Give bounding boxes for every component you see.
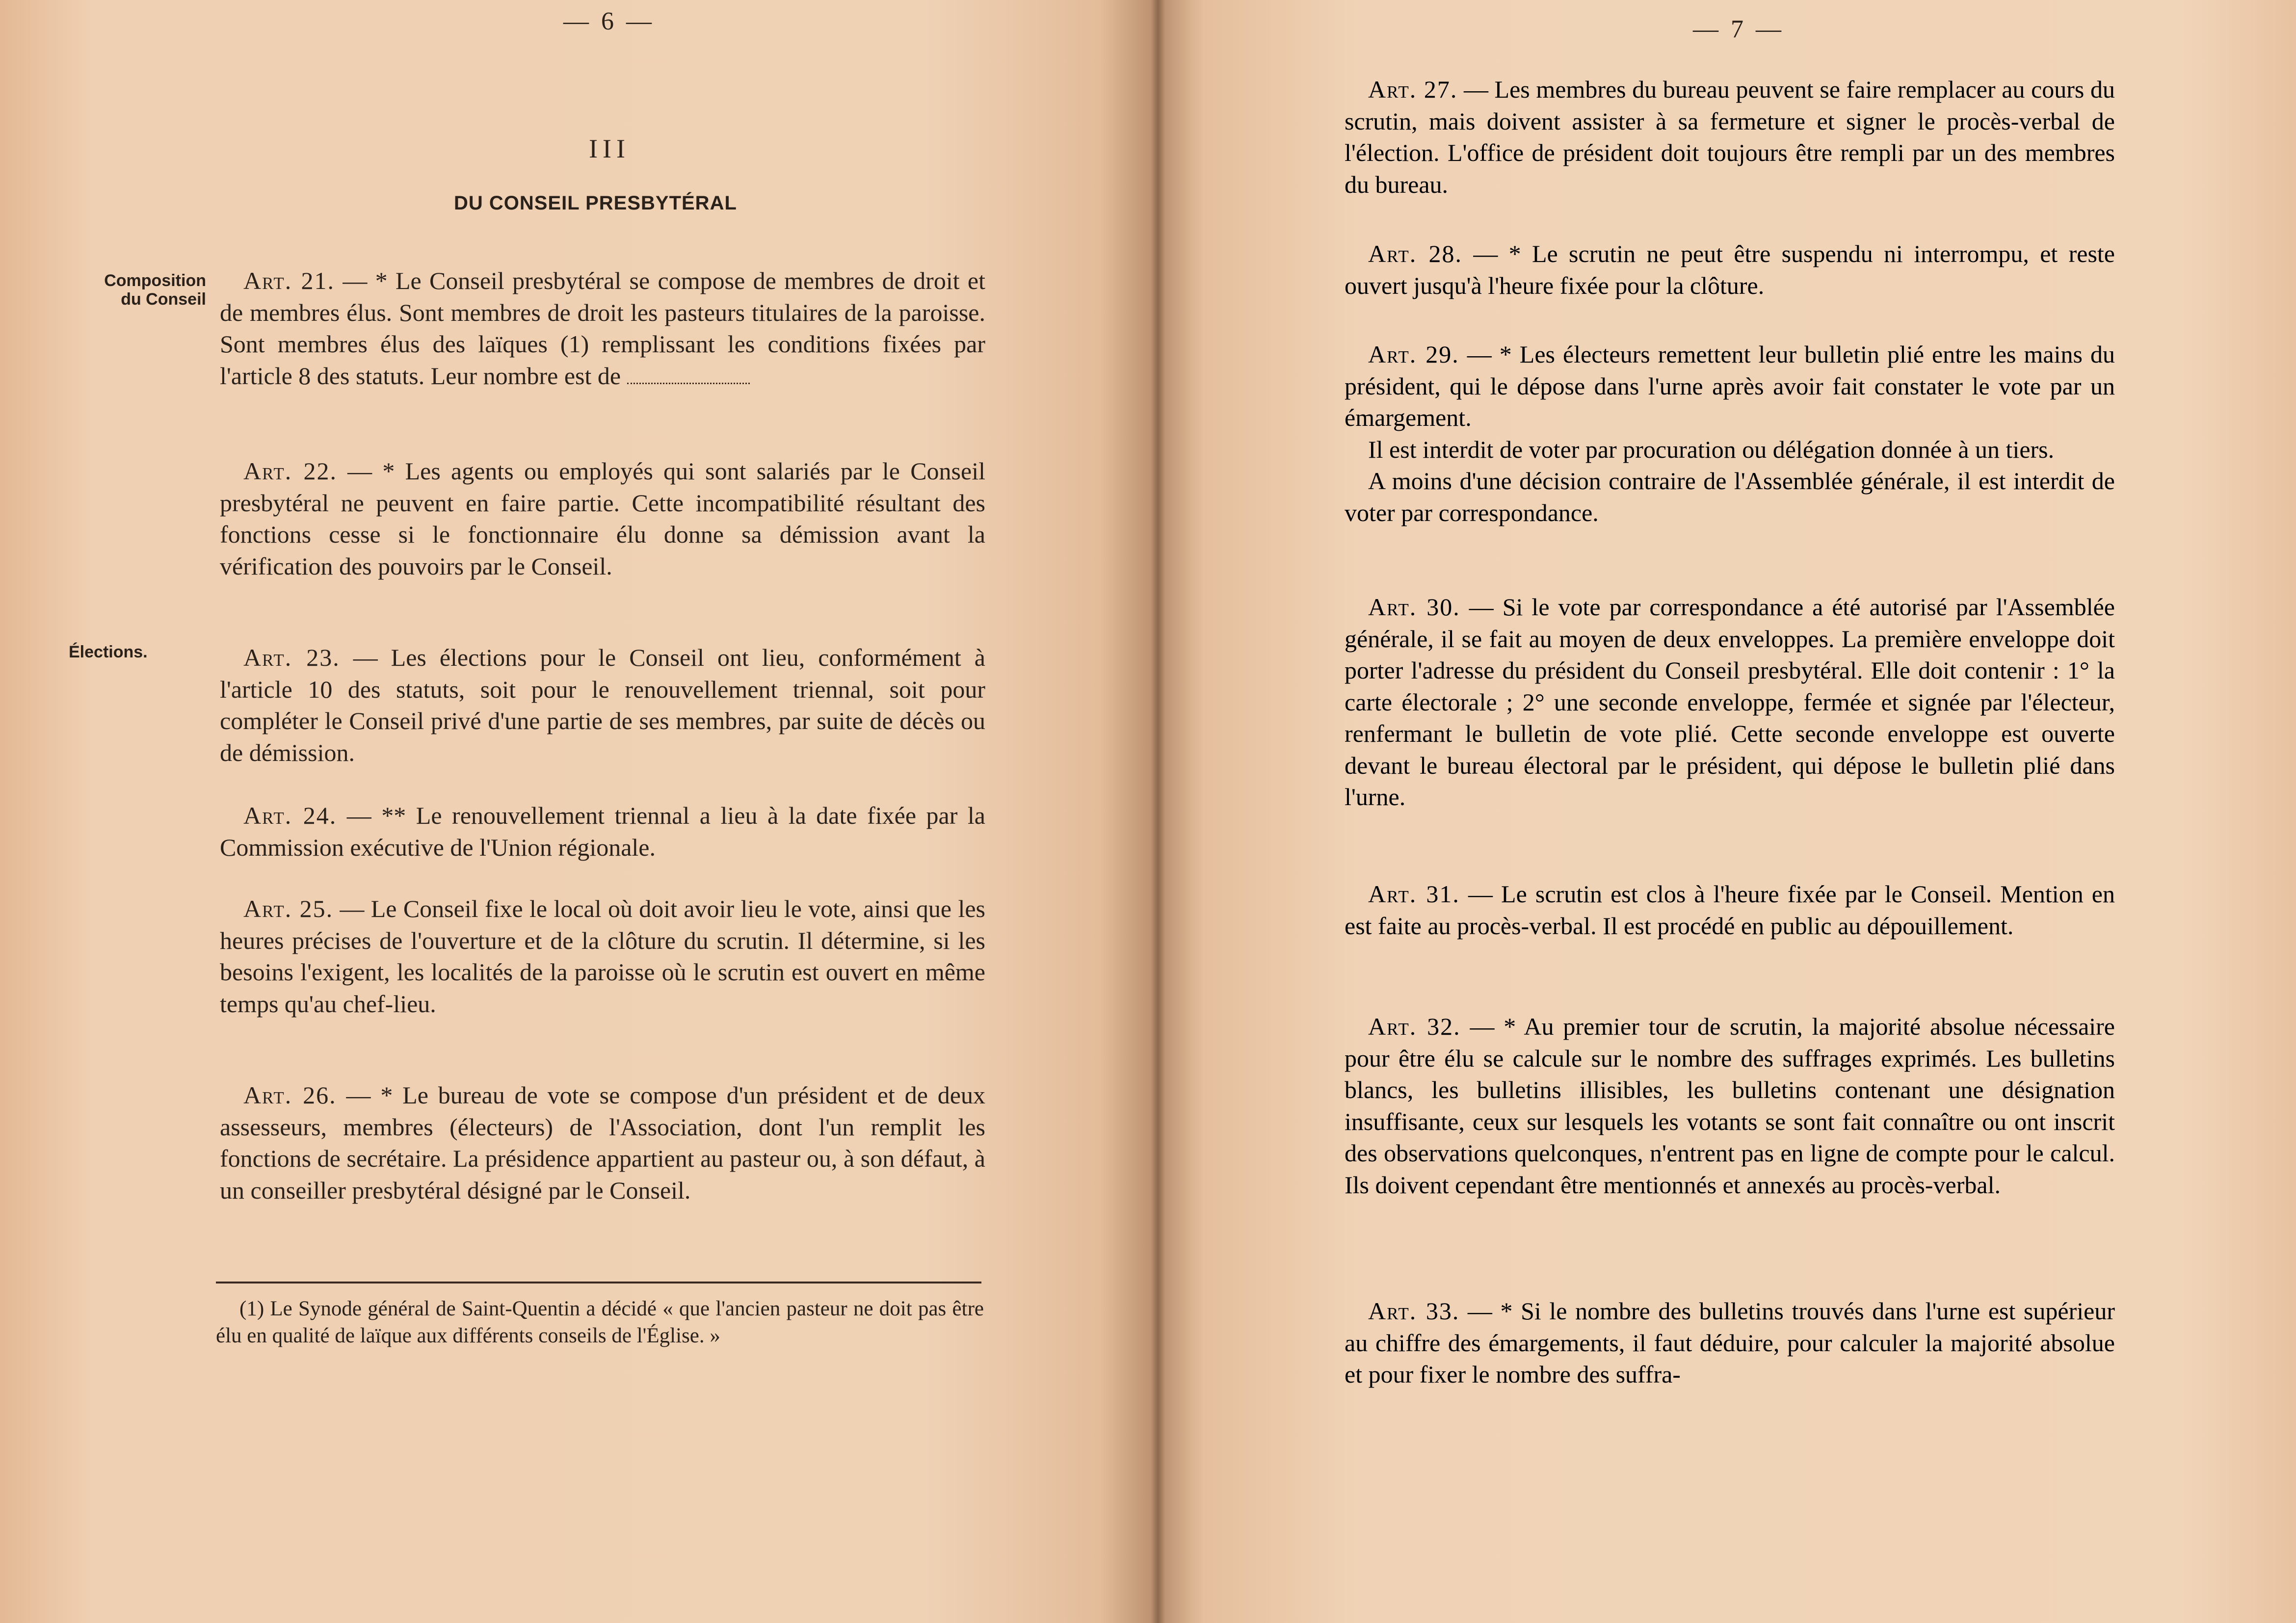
article-heading: Art. 29. xyxy=(1368,340,1459,368)
article-26 xyxy=(220,1079,985,1206)
article-text: — Les élections pour le Conseil ont lieu, conformément à l'article 10 des statuts, soit pour le renouvellement triennal, soit pour compléter le Conseil privé d'une partie de ses membres, par suite de décès ou de démission. xyxy=(220,644,985,766)
footnote-divider xyxy=(216,1282,981,1283)
article-31 xyxy=(1345,878,2115,942)
article-paragraph: A moins d'une décision contraire de l'Assemblée générale, il est interdit de voter par correspondance. xyxy=(1345,467,2115,526)
article-29 xyxy=(1345,339,2115,528)
blank-fill-line xyxy=(627,368,750,384)
article-text: — * Les électeurs remettent leur bulletin plié entre les mains du président, qui le dépose dans l'urne après avoir fait constater le vote par un émargement. xyxy=(1345,340,2115,431)
article-text: — * Le bureau de vote se compose d'un président et de deux assesseurs, membres (électeurs) de l'Association, dont l'un remplit les fonctions de secrétaire. La présidence appartient au pasteur ou, à son défaut, à un conseiller presbytéral désigné par le Conseil. xyxy=(220,1081,985,1204)
article-heading: Art. 26. xyxy=(243,1081,337,1109)
article-text: — Si le vote par correspondance a été autorisé par l'Assemblée générale, il se fait au moyen de deux enveloppes. La première enveloppe doit porter l'adresse du président du Conseil presbytéral. Elle doit contenir : 1° la carte électorale ; 2° une seconde enveloppe, fermée et signée par l'électeur, renfermant le bulletin de vote plié. Cette seconde enveloppe est ouverte devant le bureau électoral par le président, qui dépose le bulletin plié dans l'urne. xyxy=(1345,593,2115,811)
article-heading: Art. 33. xyxy=(1368,1297,1460,1325)
article-text: — * Le scrutin ne peut être suspendu ni interrompu, et reste ouvert jusqu'à l'heure fixée pour la clôture. xyxy=(1345,240,2115,299)
article-paragraph: Il est interdit de voter par procuration ou délégation donnée à un tiers. xyxy=(1368,435,2055,463)
article-text: — Le Conseil fixe le local où doit avoir lieu le vote, ainsi que les heures précises de l'ouverture et de la clôture du scrutin. Il détermine, si les besoins l'exigent, les localités de la paroisse où le scrutin est ouvert en même temps qu'au chef-lieu. xyxy=(220,895,985,1018)
article-text: — Le scrutin est clos à l'heure fixée par le Conseil. Mention en est faite au procès-verbal. Il est procédé en public au dépouillement. xyxy=(1345,880,2115,940)
article-33 xyxy=(1345,1295,2115,1390)
article-heading: Art. 27. xyxy=(1368,76,1458,103)
margin-note-elections: Élections. xyxy=(69,643,148,661)
footnote-text: (1) Le Synode général de Saint-Quentin a décidé « que l'ancien pasteur ne doit pas être élu en qualité de laïque aux différents conseils de l'Église. » xyxy=(216,1297,984,1347)
article-text: — * Les agents ou employés qui sont salariés par le Conseil presbytéral ne peuvent en faire partie. Cette incompatibilité résultant des fonctions cesse si le fonctionnaire élu donne sa démission avant la vérification des pouvoirs par le Conseil. xyxy=(220,457,985,580)
article-heading: Art. 25. xyxy=(243,895,334,922)
article-heading: Art. 31. xyxy=(1368,880,1460,908)
article-heading: Art. 32. xyxy=(1368,1013,1461,1040)
margin-note-line: du Conseil xyxy=(121,290,206,309)
article-21 xyxy=(220,265,985,392)
article-30 xyxy=(1345,591,2115,813)
margin-note-composition xyxy=(59,271,206,309)
page-number: — 6 — xyxy=(563,7,655,35)
page-number: — 7 — xyxy=(1693,15,1784,43)
article-heading: Art. 21. xyxy=(243,267,335,294)
article-28 xyxy=(1345,238,2115,301)
article-text: — ** Le renouvellement triennal a lieu à la date fixée par la Commission exécutive de l'Union régionale. xyxy=(220,802,985,861)
footnote xyxy=(216,1295,984,1349)
article-heading: Art. 22. xyxy=(243,457,337,485)
article-22 xyxy=(220,455,985,582)
article-23 xyxy=(220,642,985,768)
article-heading: Art. 28. xyxy=(1368,240,1463,267)
article-text: — * Au premier tour de scrutin, la majorité absolue nécessaire pour être élu se calcule sur le nombre des suffrages exprimés. Les bulletins blancs, les bulletins illisibles, les bulletins contenant une désignation insuffisante, ceux sur lesquels les votants se sont fait connaître ou ont inscrit des observations quelconques, n'entrent pas en ligne de compte pour le calcul. Ils doivent cependant être mentionnés et annexés au procès-verbal. xyxy=(1345,1013,2115,1199)
article-heading: Art. 23. xyxy=(243,644,340,671)
margin-note-line: Composition xyxy=(104,271,206,290)
article-25 xyxy=(220,893,985,1020)
article-27 xyxy=(1345,74,2115,200)
section-number: III xyxy=(589,134,630,163)
article-heading: Art. 30. xyxy=(1368,593,1460,621)
article-24 xyxy=(220,800,985,863)
article-text: — Les membres du bureau peuvent se faire remplacer au cours du scrutin, mais doivent assister à sa fermeture et signer le procès-verbal de l'élection. L'office de président doit toujours être rempli par un des membres du bureau. xyxy=(1345,76,2115,198)
book-gutter xyxy=(1151,0,1165,1623)
article-heading: Art. 24. xyxy=(243,802,337,829)
article-text: — * Le Conseil presbytéral se compose de membres de droit et de membres élus. Sont membres de droit les pasteurs titulaires de la paroisse. Sont membres élus des laïques (1) remplissant les conditions fixées par l'article 8 des statuts. Leur nombre est de xyxy=(220,267,985,390)
article-32 xyxy=(1345,1011,2115,1201)
section-title: DU CONSEIL PRESBYTÉRAL xyxy=(454,192,737,214)
article-text: — * Si le nombre des bulletins trouvés dans l'urne est supérieur au chiffre des émargements, il faut déduire, pour calculer la majorité absolue et pour fixer le nombre des suffra- xyxy=(1345,1297,2115,1388)
